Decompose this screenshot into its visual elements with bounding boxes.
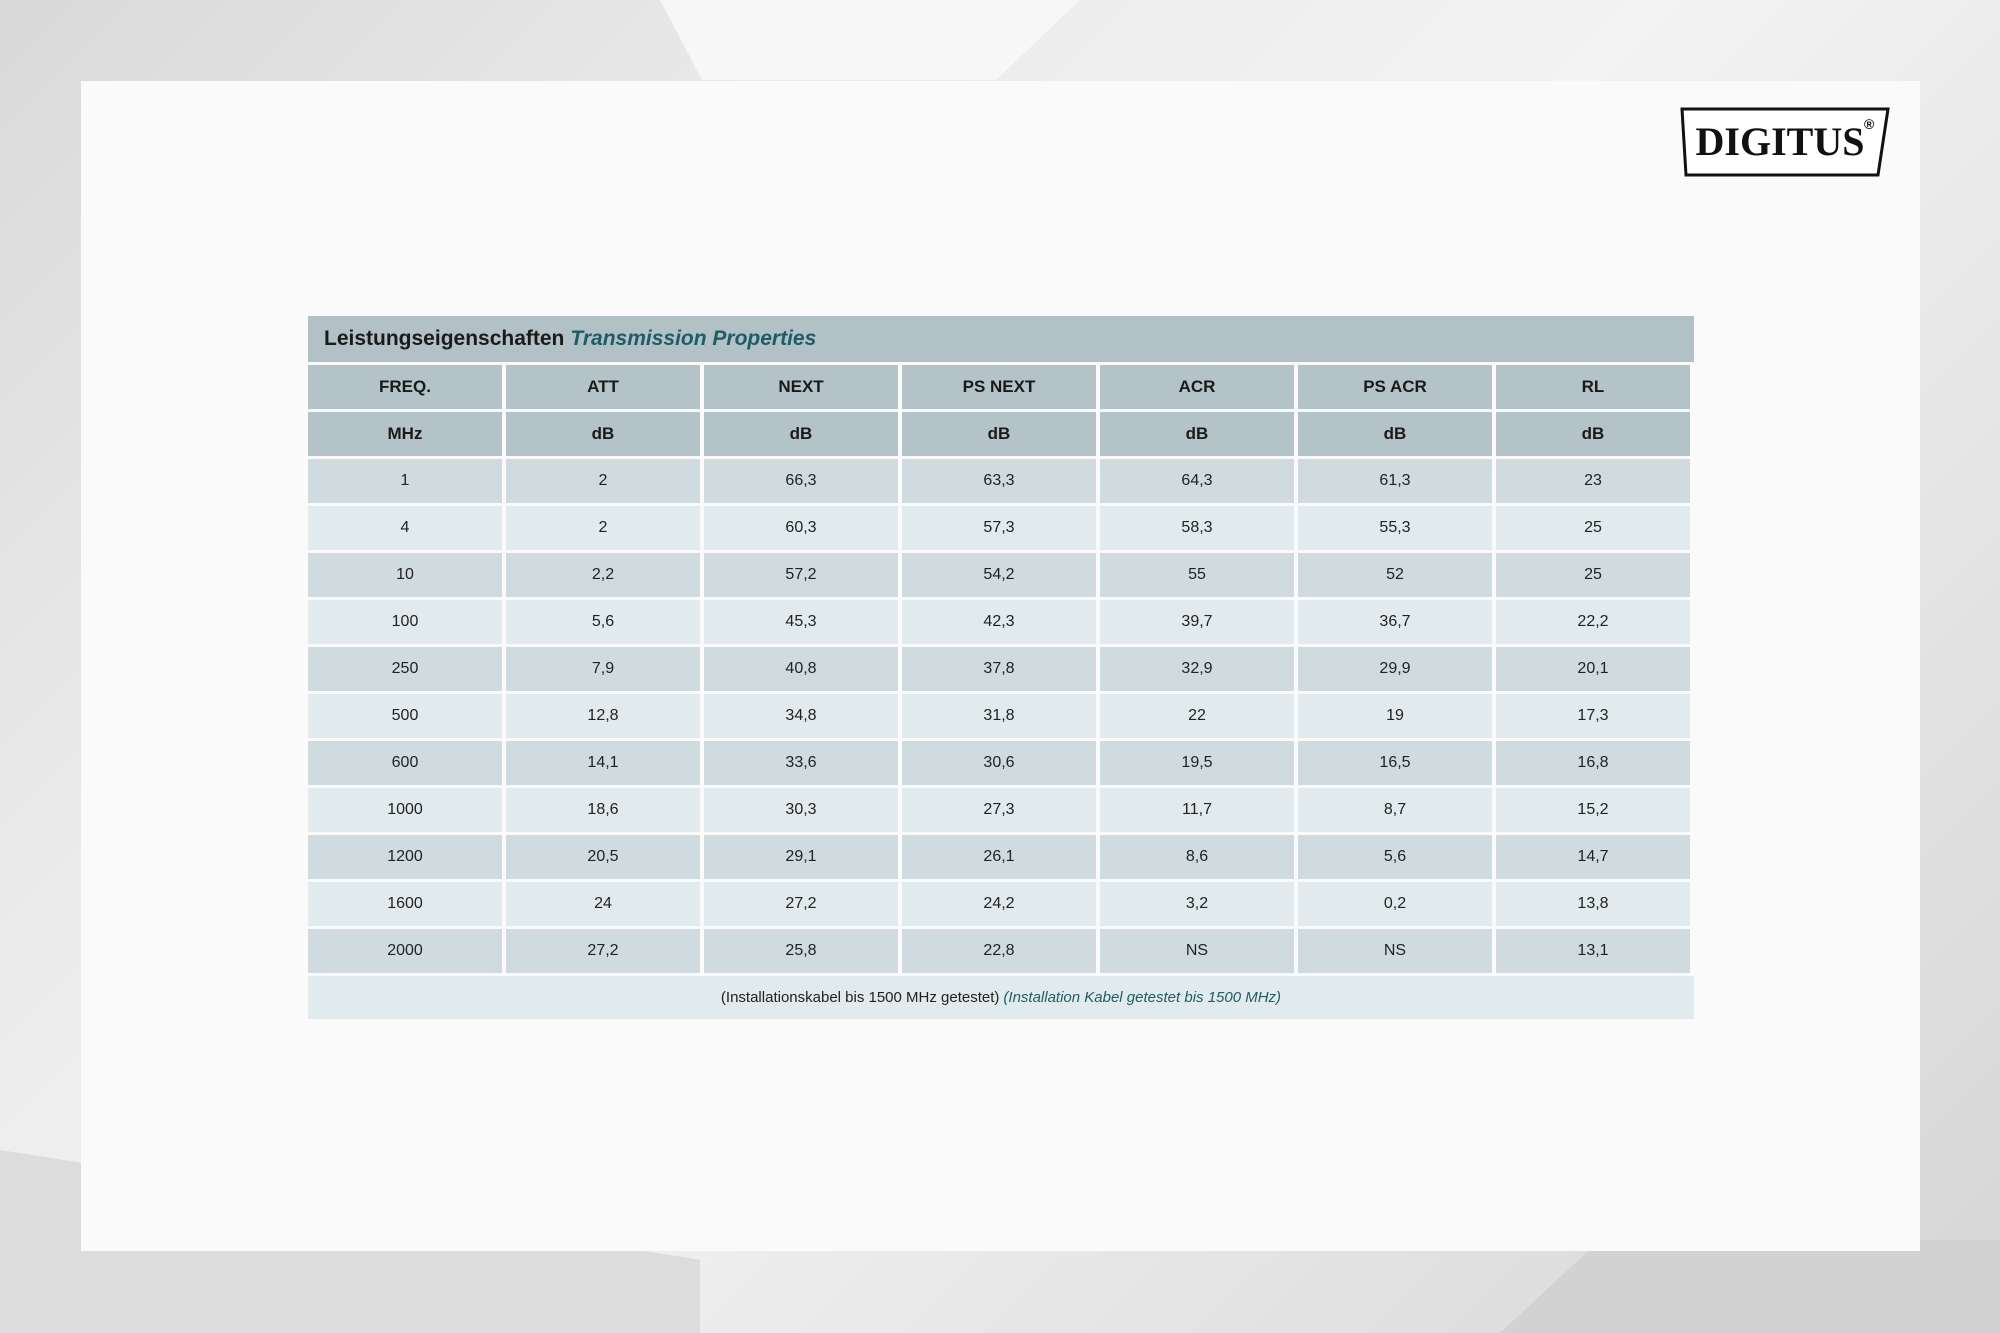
table-cell: 16,8 — [1496, 741, 1690, 785]
table-cell: 600 — [308, 741, 502, 785]
table-cell: 52 — [1298, 553, 1492, 597]
table-cell: 57,2 — [704, 553, 898, 597]
table-cell: 1000 — [308, 788, 502, 832]
table-cell: 60,3 — [704, 506, 898, 550]
table-cell: 24,2 — [902, 882, 1096, 926]
table-title-en: Transmission Properties — [570, 327, 817, 350]
column-header: NEXT — [704, 365, 898, 409]
table-cell: 14,7 — [1496, 835, 1690, 879]
table-row — [308, 882, 1694, 926]
table-cell: 17,3 — [1496, 694, 1690, 738]
table-cell: 22,8 — [902, 929, 1096, 973]
table-cell: 10 — [308, 553, 502, 597]
table-cell: 19 — [1298, 694, 1492, 738]
table-cell: 25,8 — [704, 929, 898, 973]
footnote-de: (Installationskabel bis 1500 MHz getestet) — [720, 989, 1000, 1006]
digitus-logo — [1680, 107, 1890, 177]
table-cell: 27,2 — [506, 929, 700, 973]
transmission-properties-table — [308, 316, 1694, 1019]
table-cell: 31,8 — [902, 694, 1096, 738]
table-cell: NS — [1298, 929, 1492, 973]
table-cell: 11,7 — [1100, 788, 1294, 832]
column-header: ACR — [1100, 365, 1294, 409]
table-cell: 8,6 — [1100, 835, 1294, 879]
table-cell: 55,3 — [1298, 506, 1492, 550]
registered-mark: ® — [1864, 116, 1875, 132]
table-cell: 5,6 — [506, 600, 700, 644]
table-cell: 2,2 — [506, 553, 700, 597]
table-row — [308, 647, 1694, 691]
column-header: ATT — [506, 365, 700, 409]
table-cell: 25 — [1496, 553, 1690, 597]
table-cell: 2 — [506, 506, 700, 550]
table-cell: 33,6 — [704, 741, 898, 785]
footnote-en: (Installation Kabel getestet bis 1500 MHz) — [1003, 989, 1282, 1006]
unit-header: dB — [704, 412, 898, 456]
column-header: FREQ. — [308, 365, 502, 409]
table-cell: 55 — [1100, 553, 1294, 597]
table-cell: 250 — [308, 647, 502, 691]
header-row — [308, 365, 1694, 409]
units-row — [308, 412, 1694, 456]
table-cell: 13,8 — [1496, 882, 1690, 926]
unit-header: dB — [1100, 412, 1294, 456]
table-cell: 23 — [1496, 459, 1690, 503]
table-cell: 13,1 — [1496, 929, 1690, 973]
table-cell: 1200 — [308, 835, 502, 879]
column-header: RL — [1496, 365, 1690, 409]
document-card — [81, 81, 1920, 1251]
table-cell: 27,2 — [704, 882, 898, 926]
table-cell: 54,2 — [902, 553, 1096, 597]
table-cell: 36,7 — [1298, 600, 1492, 644]
table-cell: 2 — [506, 459, 700, 503]
table-row — [308, 600, 1694, 644]
table-row — [308, 788, 1694, 832]
table-cell: 1 — [308, 459, 502, 503]
table-cell: 61,3 — [1298, 459, 1492, 503]
table-cell: 18,6 — [506, 788, 700, 832]
table-body — [308, 459, 1694, 973]
table-cell: 2000 — [308, 929, 502, 973]
table-cell: 0,2 — [1298, 882, 1492, 926]
table-cell: 32,9 — [1100, 647, 1294, 691]
table-cell: 29,1 — [704, 835, 898, 879]
table-cell: NS — [1100, 929, 1294, 973]
table-title — [308, 316, 1694, 362]
table-cell: 30,3 — [704, 788, 898, 832]
logo-text: DIGITUS — [1695, 119, 1865, 164]
table-cell: 25 — [1496, 506, 1690, 550]
table-cell: 34,8 — [704, 694, 898, 738]
table-cell: 39,7 — [1100, 600, 1294, 644]
table-cell: 42,3 — [902, 600, 1096, 644]
unit-header: dB — [1298, 412, 1492, 456]
table-row — [308, 741, 1694, 785]
unit-header: dB — [902, 412, 1096, 456]
table-row — [308, 459, 1694, 503]
table-cell: 26,1 — [902, 835, 1096, 879]
table-cell: 5,6 — [1298, 835, 1492, 879]
table-cell: 7,9 — [506, 647, 700, 691]
table-cell: 12,8 — [506, 694, 700, 738]
unit-header: dB — [506, 412, 700, 456]
table-cell: 500 — [308, 694, 502, 738]
table-row — [308, 506, 1694, 550]
table-cell: 37,8 — [902, 647, 1096, 691]
table-cell: 22,2 — [1496, 600, 1690, 644]
table-cell: 19,5 — [1100, 741, 1294, 785]
table-cell: 40,8 — [704, 647, 898, 691]
unit-header: MHz — [308, 412, 502, 456]
table-cell: 64,3 — [1100, 459, 1294, 503]
table-cell: 45,3 — [704, 600, 898, 644]
table-cell: 22 — [1100, 694, 1294, 738]
table-title-de: Leistungseigenschaften — [324, 327, 565, 350]
table-cell: 4 — [308, 506, 502, 550]
table-cell: 63,3 — [902, 459, 1096, 503]
table-cell: 8,7 — [1298, 788, 1492, 832]
table-cell: 58,3 — [1100, 506, 1294, 550]
table-cell: 66,3 — [704, 459, 898, 503]
table-row — [308, 553, 1694, 597]
table-cell: 57,3 — [902, 506, 1096, 550]
table-cell: 15,2 — [1496, 788, 1690, 832]
table-cell: 29,9 — [1298, 647, 1492, 691]
table-footnote — [308, 976, 1694, 1019]
table-cell: 16,5 — [1298, 741, 1492, 785]
table-cell: 14,1 — [506, 741, 700, 785]
table-cell: 20,5 — [506, 835, 700, 879]
unit-header: dB — [1496, 412, 1690, 456]
table-cell: 100 — [308, 600, 502, 644]
table-cell: 20,1 — [1496, 647, 1690, 691]
table-cell: 3,2 — [1100, 882, 1294, 926]
column-header: PS ACR — [1298, 365, 1492, 409]
table-cell: 24 — [506, 882, 700, 926]
table-cell: 30,6 — [902, 741, 1096, 785]
table-cell: 27,3 — [902, 788, 1096, 832]
table-row — [308, 694, 1694, 738]
table-row — [308, 835, 1694, 879]
table-cell: 1600 — [308, 882, 502, 926]
table-row — [308, 929, 1694, 973]
column-header: PS NEXT — [902, 365, 1096, 409]
